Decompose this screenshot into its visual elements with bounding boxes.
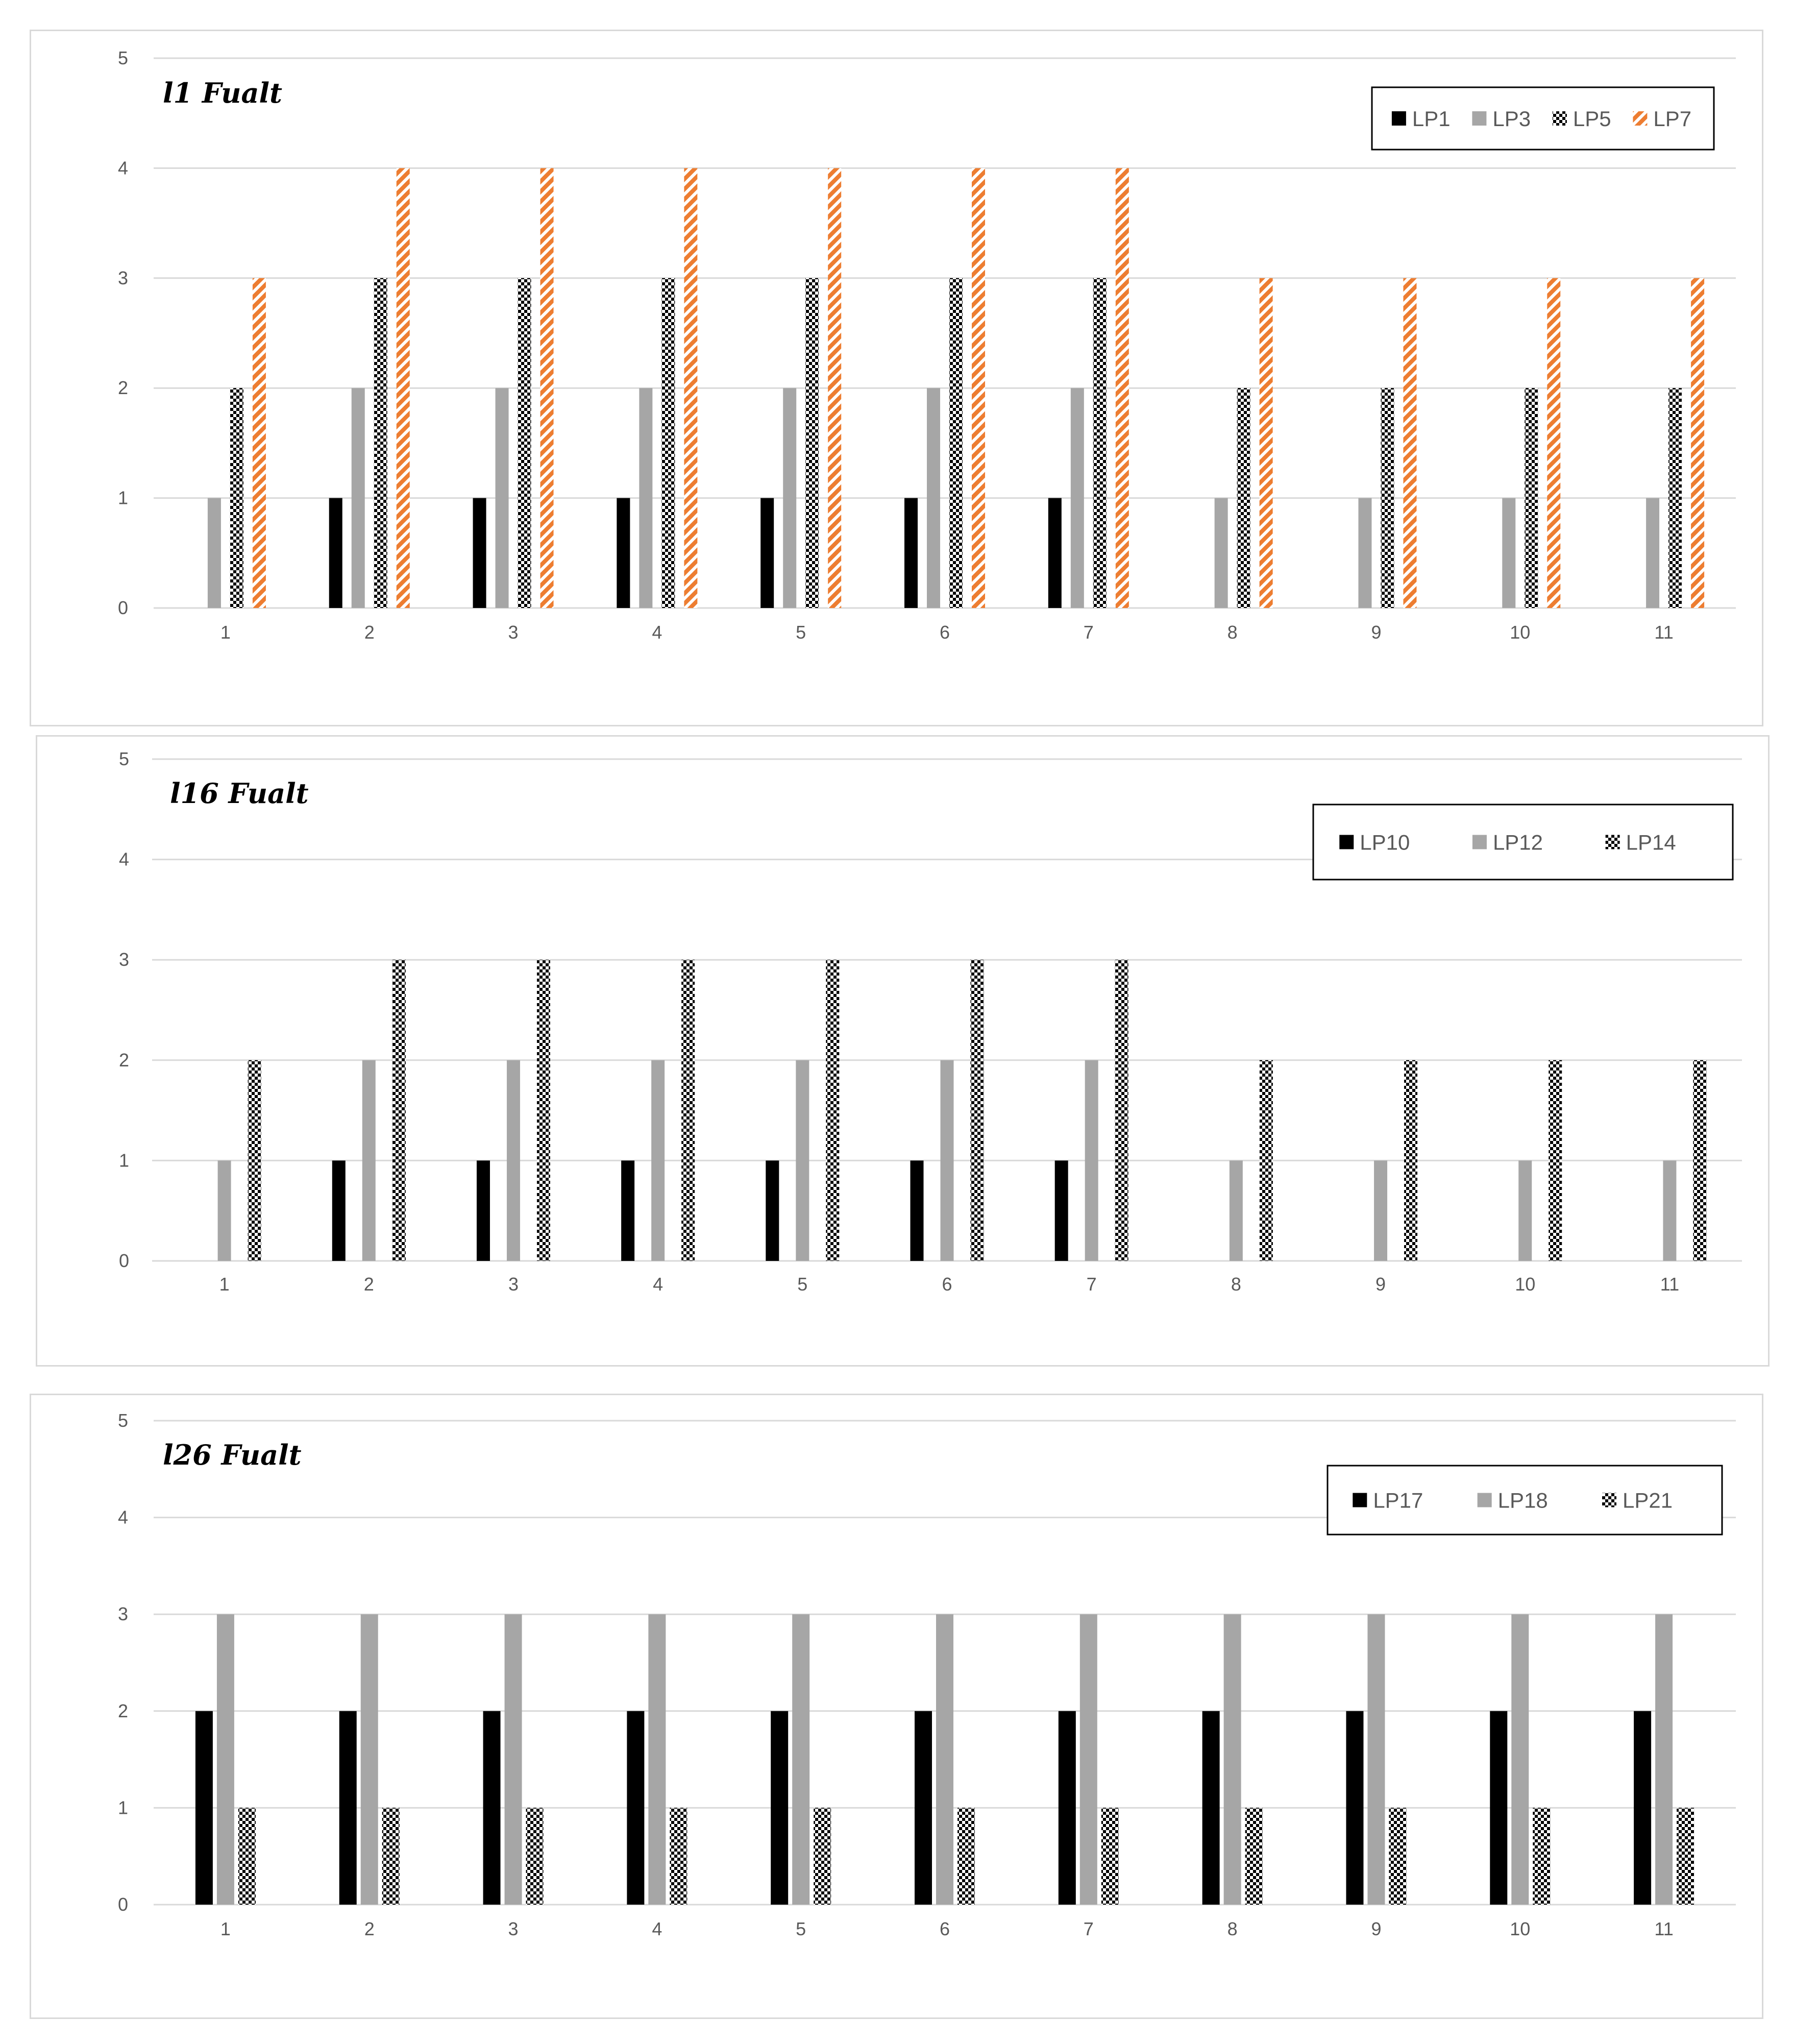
- bar-lp18-cat-2: [361, 1614, 378, 1905]
- bar-lp12-cat-1: [218, 1160, 231, 1261]
- bar-lp1-cat-3: [473, 498, 486, 608]
- legend-label-lp5: LP5: [1573, 107, 1611, 131]
- bars: [218, 960, 1707, 1261]
- legend-label-lp3: LP3: [1492, 107, 1531, 131]
- x-tick-label: 5: [797, 1274, 808, 1295]
- y-tick-label: 4: [118, 848, 130, 870]
- x-tick-label: 3: [508, 1918, 519, 1939]
- legend-swatch-lp10: [1339, 835, 1354, 849]
- bar-lp3-cat-1: [208, 498, 221, 608]
- bar-lp12-cat-8: [1230, 1160, 1243, 1261]
- bar-lp1-cat-7: [1048, 498, 1062, 608]
- bar-lp21-cat-11: [1677, 1808, 1694, 1905]
- x-tick-label: 3: [508, 622, 519, 643]
- legend-label-lp10: LP10: [1360, 830, 1410, 855]
- bar-lp3-cat-3: [496, 388, 509, 608]
- x-tick-label: 8: [1231, 1274, 1241, 1295]
- bar-lp17-cat-2: [339, 1711, 357, 1905]
- legend-label-lp7: LP7: [1653, 107, 1692, 131]
- y-tick-label: 5: [117, 1410, 129, 1431]
- legend-swatch-lp3: [1472, 111, 1486, 126]
- bar-lp12-cat-5: [796, 1060, 809, 1261]
- x-tick-label: 7: [1083, 622, 1094, 643]
- bar-lp12-cat-7: [1085, 1060, 1098, 1261]
- bar-lp3-cat-9: [1358, 498, 1371, 608]
- legend: [1313, 805, 1733, 880]
- bar-lp7-cat-3: [541, 168, 554, 608]
- x-tick-label: 8: [1227, 1918, 1238, 1939]
- chart-panel-l26: [30, 1394, 1763, 2019]
- bar-lp1-cat-2: [329, 498, 342, 608]
- legend-label-lp1: LP1: [1412, 107, 1451, 131]
- legend-label-lp14: LP14: [1626, 830, 1676, 855]
- x-tick-label: 11: [1660, 1274, 1680, 1295]
- y-tick-label: 3: [117, 1603, 129, 1625]
- bar-lp18-cat-10: [1511, 1614, 1529, 1905]
- x-tick-label: 5: [796, 622, 806, 643]
- bar-lp21-cat-5: [814, 1808, 831, 1905]
- bar-lp12-cat-11: [1663, 1160, 1676, 1261]
- bar-lp7-cat-7: [1116, 168, 1129, 608]
- y-tick-label: 3: [118, 949, 130, 970]
- legend: [1372, 87, 1714, 150]
- x-tick-label: 5: [796, 1918, 806, 1939]
- bar-lp7-cat-11: [1691, 278, 1704, 608]
- y-tick-label: 0: [117, 597, 129, 618]
- x-tick-label: 7: [1083, 1918, 1094, 1939]
- bar-lp14-cat-9: [1404, 1060, 1417, 1261]
- bar-lp18-cat-1: [217, 1614, 234, 1905]
- bar-lp14-cat-1: [248, 1060, 261, 1261]
- bar-lp18-cat-7: [1080, 1614, 1097, 1905]
- bar-lp21-cat-9: [1389, 1808, 1406, 1905]
- bar-lp17-cat-8: [1202, 1711, 1220, 1905]
- y-tick-label: 0: [117, 1894, 129, 1915]
- bar-lp12-cat-4: [651, 1060, 665, 1261]
- bar-lp21-cat-10: [1533, 1808, 1550, 1905]
- y-tick-label: 1: [117, 487, 129, 508]
- bar-lp5-cat-4: [661, 278, 675, 608]
- bar-lp18-cat-9: [1367, 1614, 1385, 1905]
- x-tick-label: 2: [364, 622, 375, 643]
- bar-lp17-cat-11: [1634, 1711, 1651, 1905]
- chart-title: l26 Fualt: [163, 1439, 302, 1471]
- chart-title: l1 Fualt: [163, 77, 282, 109]
- y-tick-label: 0: [118, 1250, 130, 1271]
- y-tick-label: 2: [117, 1700, 129, 1721]
- bar-lp14-cat-11: [1693, 1060, 1706, 1261]
- x-tick-label: 2: [364, 1918, 375, 1939]
- chart-l16-fault: [37, 737, 1768, 1365]
- bar-lp17-cat-6: [915, 1711, 932, 1905]
- legend-swatch-lp12: [1472, 835, 1487, 849]
- y-tick-label: 5: [118, 748, 130, 769]
- bar-lp10-cat-7: [1055, 1160, 1068, 1261]
- legend: [1328, 1466, 1722, 1535]
- y-tick-label: 1: [118, 1150, 130, 1171]
- bar-lp17-cat-7: [1059, 1711, 1076, 1905]
- bar-lp21-cat-8: [1245, 1808, 1263, 1905]
- bar-lp1-cat-6: [904, 498, 918, 608]
- x-tick-label: 10: [1515, 1274, 1536, 1295]
- bar-lp7-cat-1: [253, 278, 266, 608]
- x-tick-label: 4: [653, 1274, 664, 1295]
- bar-lp18-cat-4: [648, 1614, 666, 1905]
- bar-lp7-cat-10: [1547, 278, 1560, 608]
- bar-lp3-cat-2: [352, 388, 365, 608]
- bar-lp12-cat-2: [362, 1060, 376, 1261]
- bar-lp18-cat-3: [505, 1614, 522, 1905]
- bar-lp5-cat-8: [1237, 388, 1250, 608]
- x-tick-label: 9: [1371, 622, 1382, 643]
- x-tick-label: 6: [939, 1918, 950, 1939]
- bar-lp3-cat-7: [1071, 388, 1084, 608]
- chart-panel-l1: [30, 30, 1763, 726]
- bar-lp21-cat-2: [382, 1808, 400, 1905]
- x-tick-label: 9: [1371, 1918, 1382, 1939]
- bar-lp5-cat-2: [374, 278, 387, 608]
- bar-lp14-cat-8: [1260, 1060, 1273, 1261]
- x-tick-label: 2: [363, 1274, 374, 1295]
- chart-panel-l16: [36, 735, 1770, 1367]
- bar-lp5-cat-9: [1381, 388, 1394, 608]
- x-tick-label: 11: [1654, 622, 1674, 643]
- y-tick-label: 3: [117, 267, 129, 288]
- bar-lp5-cat-3: [518, 278, 531, 608]
- legend-swatch-lp5: [1553, 111, 1567, 126]
- legend-label-lp12: LP12: [1492, 830, 1543, 855]
- bar-lp1-cat-5: [760, 498, 774, 608]
- x-tick-label: 4: [652, 622, 662, 643]
- x-tick-label: 10: [1510, 622, 1531, 643]
- bar-lp3-cat-10: [1502, 498, 1515, 608]
- y-tick-label: 5: [117, 47, 129, 68]
- bar-lp18-cat-5: [792, 1614, 809, 1905]
- bar-lp10-cat-3: [477, 1160, 490, 1261]
- x-tick-label: 3: [508, 1274, 519, 1295]
- bar-lp7-cat-9: [1403, 278, 1416, 608]
- bar-lp14-cat-4: [681, 960, 695, 1261]
- y-tick-label: 2: [117, 377, 129, 399]
- bar-lp3-cat-5: [783, 388, 796, 608]
- legend-swatch-lp21: [1602, 1493, 1616, 1507]
- x-tick-label: 11: [1654, 1918, 1674, 1939]
- bars: [195, 1614, 1694, 1905]
- bar-lp3-cat-6: [927, 388, 940, 608]
- bar-lp12-cat-3: [507, 1060, 520, 1261]
- bar-lp3-cat-11: [1646, 498, 1659, 608]
- x-tick-label: 1: [220, 622, 231, 643]
- bar-lp14-cat-6: [971, 960, 984, 1261]
- bar-lp5-cat-1: [230, 388, 243, 608]
- bar-lp18-cat-6: [936, 1614, 953, 1905]
- x-tick-label: 9: [1376, 1274, 1386, 1295]
- bar-lp17-cat-4: [627, 1711, 644, 1905]
- bar-lp21-cat-3: [526, 1808, 544, 1905]
- x-tick-label: 8: [1227, 622, 1238, 643]
- x-tick-label: 7: [1086, 1274, 1097, 1295]
- legend-label-lp21: LP21: [1622, 1488, 1673, 1513]
- bar-lp17-cat-10: [1490, 1711, 1507, 1905]
- bar-lp5-cat-6: [949, 278, 963, 608]
- bar-lp18-cat-11: [1655, 1614, 1673, 1905]
- x-tick-label: 4: [652, 1918, 662, 1939]
- x-tick-label: 1: [219, 1274, 230, 1295]
- x-tick-label: 10: [1510, 1918, 1531, 1939]
- bar-lp10-cat-6: [911, 1160, 924, 1261]
- bar-lp7-cat-4: [684, 168, 697, 608]
- bar-lp12-cat-10: [1518, 1160, 1532, 1261]
- bar-lp10-cat-5: [766, 1160, 779, 1261]
- bar-lp17-cat-5: [771, 1711, 788, 1905]
- chart-l1-fault: [31, 31, 1762, 725]
- bar-lp12-cat-6: [941, 1060, 954, 1261]
- x-tick-label: 6: [942, 1274, 952, 1295]
- bar-lp14-cat-5: [826, 960, 839, 1261]
- y-tick-label: 4: [117, 157, 129, 179]
- bar-lp17-cat-9: [1346, 1711, 1363, 1905]
- bar-lp14-cat-10: [1549, 1060, 1562, 1261]
- legend-label-lp18: LP18: [1497, 1488, 1548, 1513]
- legend-swatch-lp14: [1606, 835, 1620, 849]
- bar-lp14-cat-2: [392, 960, 406, 1261]
- bar-lp18-cat-8: [1224, 1614, 1241, 1905]
- bar-lp5-cat-11: [1668, 388, 1682, 608]
- x-tick-label: 1: [220, 1918, 231, 1939]
- legend-swatch-lp17: [1353, 1493, 1367, 1507]
- bar-lp17-cat-1: [195, 1711, 213, 1905]
- bar-lp14-cat-3: [537, 960, 550, 1261]
- bar-lp5-cat-10: [1525, 388, 1538, 608]
- bar-lp7-cat-8: [1260, 278, 1273, 608]
- bar-lp7-cat-2: [397, 168, 410, 608]
- bar-lp21-cat-1: [238, 1808, 256, 1905]
- legend-swatch-lp7: [1633, 111, 1647, 126]
- bar-lp5-cat-5: [805, 278, 819, 608]
- bar-lp21-cat-7: [1101, 1808, 1119, 1905]
- bar-lp7-cat-5: [828, 168, 841, 608]
- bar-lp17-cat-3: [483, 1711, 501, 1905]
- legend-swatch-lp1: [1392, 111, 1406, 126]
- y-tick-label: 4: [117, 1506, 129, 1528]
- bar-lp21-cat-6: [957, 1808, 975, 1905]
- chart-l26-fault: [31, 1395, 1762, 2017]
- bar-lp5-cat-7: [1093, 278, 1107, 608]
- bar-lp12-cat-9: [1374, 1160, 1387, 1261]
- bar-lp14-cat-7: [1115, 960, 1128, 1261]
- chart-title: l16 Fualt: [170, 777, 309, 810]
- y-tick-label: 1: [117, 1797, 129, 1818]
- legend-swatch-lp18: [1478, 1493, 1492, 1507]
- bar-lp10-cat-4: [621, 1160, 634, 1261]
- bar-lp1-cat-4: [617, 498, 630, 608]
- x-tick-label: 6: [939, 622, 950, 643]
- legend-label-lp17: LP17: [1373, 1488, 1423, 1513]
- bar-lp3-cat-8: [1215, 498, 1228, 608]
- bar-lp3-cat-4: [639, 388, 652, 608]
- y-tick-label: 2: [118, 1049, 130, 1070]
- bar-lp7-cat-6: [972, 168, 985, 608]
- bar-lp21-cat-4: [670, 1808, 687, 1905]
- bar-lp10-cat-2: [332, 1160, 346, 1261]
